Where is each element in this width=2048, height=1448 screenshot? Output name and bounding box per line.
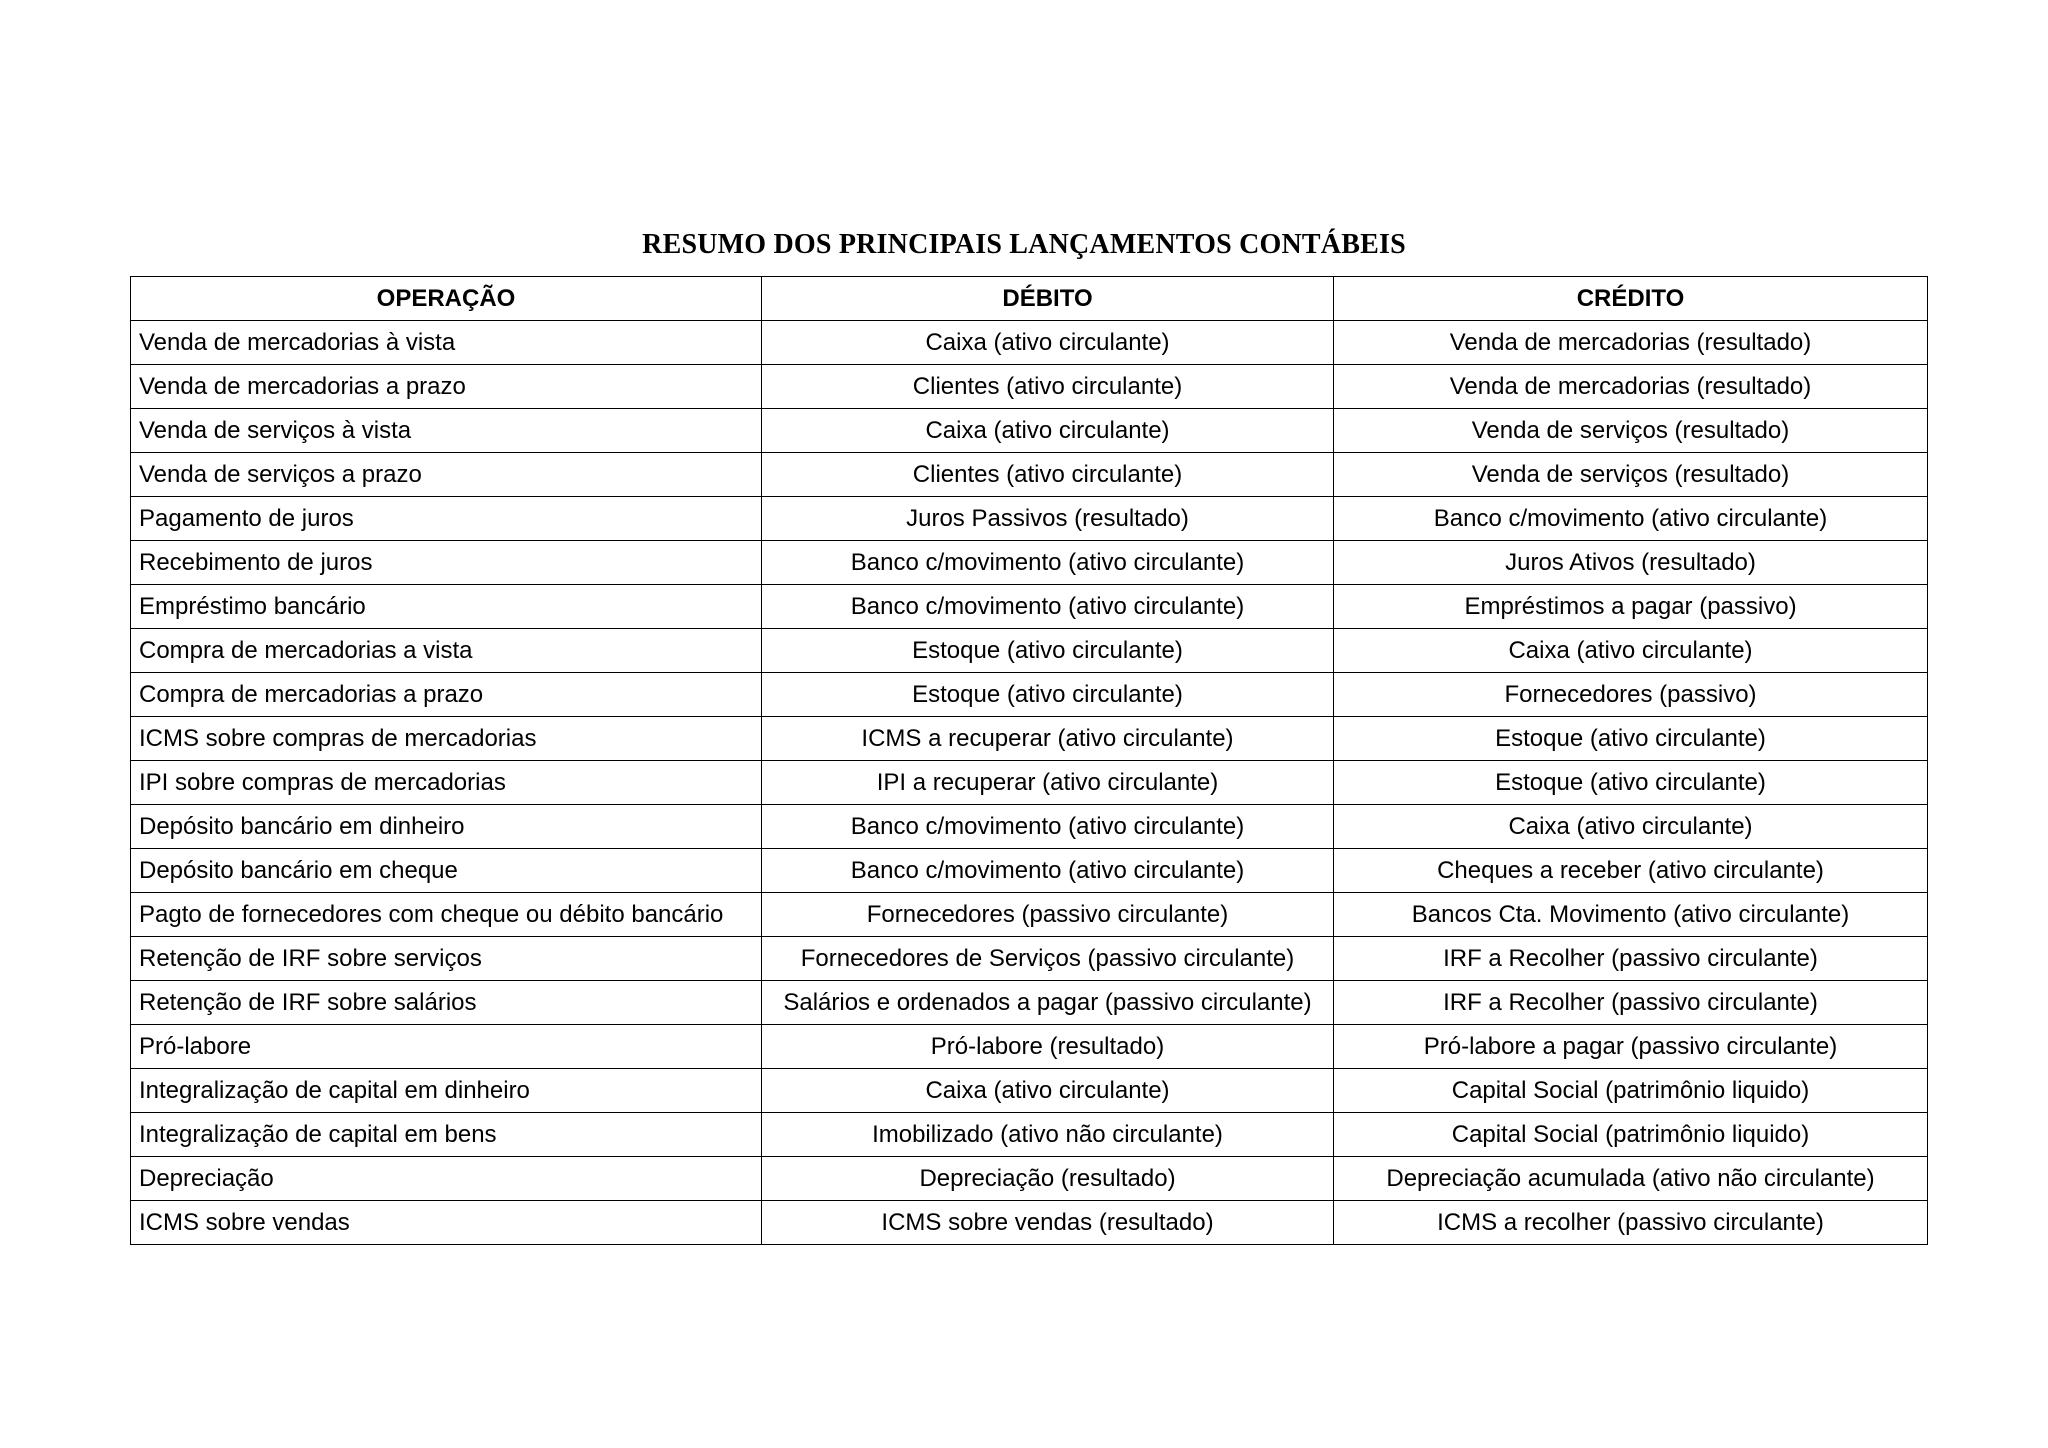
table-row	[131, 1201, 1928, 1245]
table-row	[131, 849, 1928, 893]
cell-credito: Bancos Cta. Movimento (ativo circulante)	[1334, 893, 1928, 937]
table-row	[131, 893, 1928, 937]
cell-debito: Clientes (ativo circulante)	[762, 365, 1334, 409]
cell-operacao: Integralização de capital em bens	[131, 1113, 762, 1157]
table-row	[131, 805, 1928, 849]
header-row	[131, 277, 1928, 321]
cell-operacao: Depósito bancário em dinheiro	[131, 805, 762, 849]
cell-operacao: Retenção de IRF sobre salários	[131, 981, 762, 1025]
cell-operacao: Venda de serviços à vista	[131, 409, 762, 453]
cell-credito: Caixa (ativo circulante)	[1334, 629, 1928, 673]
header-debito: DÉBITO	[762, 277, 1334, 321]
cell-credito: ICMS a recolher (passivo circulante)	[1334, 1201, 1928, 1245]
cell-debito: Fornecedores de Serviços (passivo circulante)	[762, 937, 1334, 981]
cell-credito: Venda de serviços (resultado)	[1334, 409, 1928, 453]
table-row	[131, 717, 1928, 761]
cell-operacao: Empréstimo bancário	[131, 585, 762, 629]
cell-credito: Caixa (ativo circulante)	[1334, 805, 1928, 849]
table-header	[131, 277, 1928, 321]
document-title: RESUMO DOS PRINCIPAIS LANÇAMENTOS CONTÁBEIS	[642, 228, 1406, 260]
table-row	[131, 453, 1928, 497]
table-row	[131, 629, 1928, 673]
cell-operacao: Compra de mercadorias a vista	[131, 629, 762, 673]
cell-debito: Estoque (ativo circulante)	[762, 629, 1334, 673]
cell-credito: Venda de serviços (resultado)	[1334, 453, 1928, 497]
cell-operacao: Compra de mercadorias a prazo	[131, 673, 762, 717]
cell-credito: Estoque (ativo circulante)	[1334, 761, 1928, 805]
cell-debito: ICMS sobre vendas (resultado)	[762, 1201, 1334, 1245]
cell-debito: Clientes (ativo circulante)	[762, 453, 1334, 497]
cell-operacao: ICMS sobre vendas	[131, 1201, 762, 1245]
cell-debito: Depreciação (resultado)	[762, 1157, 1334, 1201]
cell-credito: Juros Ativos (resultado)	[1334, 541, 1928, 585]
cell-debito: Banco c/movimento (ativo circulante)	[762, 585, 1334, 629]
cell-operacao: Integralização de capital em dinheiro	[131, 1069, 762, 1113]
cell-credito: Estoque (ativo circulante)	[1334, 717, 1928, 761]
accounting-entries-table	[130, 276, 1928, 1245]
cell-credito: Empréstimos a pagar (passivo)	[1334, 585, 1928, 629]
cell-operacao: Depósito bancário em cheque	[131, 849, 762, 893]
table-row	[131, 981, 1928, 1025]
cell-operacao: Venda de serviços a prazo	[131, 453, 762, 497]
table-row	[131, 409, 1928, 453]
cell-credito: Pró-labore a pagar (passivo circulante)	[1334, 1025, 1928, 1069]
cell-operacao: Recebimento de juros	[131, 541, 762, 585]
cell-credito: Capital Social (patrimônio liquido)	[1334, 1069, 1928, 1113]
cell-credito: Venda de mercadorias (resultado)	[1334, 321, 1928, 365]
cell-debito: Caixa (ativo circulante)	[762, 409, 1334, 453]
cell-debito: ICMS a recuperar (ativo circulante)	[762, 717, 1334, 761]
header-operacao: OPERAÇÃO	[131, 277, 762, 321]
table-row	[131, 1157, 1928, 1201]
cell-credito: Depreciação acumulada (ativo não circulante)	[1334, 1157, 1928, 1201]
cell-credito: IRF a Recolher (passivo circulante)	[1334, 981, 1928, 1025]
cell-operacao: ICMS sobre compras de mercadorias	[131, 717, 762, 761]
cell-debito: Caixa (ativo circulante)	[762, 321, 1334, 365]
table-row	[131, 937, 1928, 981]
cell-debito: Salários e ordenados a pagar (passivo circulante)	[762, 981, 1334, 1025]
cell-debito: Caixa (ativo circulante)	[762, 1069, 1334, 1113]
cell-debito: Estoque (ativo circulante)	[762, 673, 1334, 717]
table-row	[131, 321, 1928, 365]
cell-operacao: Venda de mercadorias à vista	[131, 321, 762, 365]
cell-operacao: Retenção de IRF sobre serviços	[131, 937, 762, 981]
table-row	[131, 761, 1928, 805]
cell-credito: Capital Social (patrimônio liquido)	[1334, 1113, 1928, 1157]
table-row	[131, 1113, 1928, 1157]
table-row	[131, 585, 1928, 629]
table-row	[131, 541, 1928, 585]
cell-debito: Imobilizado (ativo não circulante)	[762, 1113, 1334, 1157]
cell-credito: Venda de mercadorias (resultado)	[1334, 365, 1928, 409]
cell-credito: Cheques a receber (ativo circulante)	[1334, 849, 1928, 893]
cell-operacao: Pagto de fornecedores com cheque ou débito bancário	[131, 893, 762, 937]
cell-debito: Pró-labore (resultado)	[762, 1025, 1334, 1069]
table-row	[131, 673, 1928, 717]
cell-operacao: Venda de mercadorias a prazo	[131, 365, 762, 409]
table-row	[131, 1069, 1928, 1113]
cell-credito: Fornecedores (passivo)	[1334, 673, 1928, 717]
cell-credito: Banco c/movimento (ativo circulante)	[1334, 497, 1928, 541]
cell-operacao: Depreciação	[131, 1157, 762, 1201]
table-row	[131, 497, 1928, 541]
cell-debito: Banco c/movimento (ativo circulante)	[762, 541, 1334, 585]
table-row	[131, 365, 1928, 409]
cell-debito: Banco c/movimento (ativo circulante)	[762, 849, 1334, 893]
table-row	[131, 1025, 1928, 1069]
header-credito: CRÉDITO	[1334, 277, 1928, 321]
cell-operacao: Pagamento de juros	[131, 497, 762, 541]
cell-operacao: Pró-labore	[131, 1025, 762, 1069]
cell-debito: Juros Passivos (resultado)	[762, 497, 1334, 541]
cell-debito: Fornecedores (passivo circulante)	[762, 893, 1334, 937]
cell-operacao: IPI sobre compras de mercadorias	[131, 761, 762, 805]
cell-credito: IRF a Recolher (passivo circulante)	[1334, 937, 1928, 981]
cell-debito: Banco c/movimento (ativo circulante)	[762, 805, 1334, 849]
table-body	[131, 321, 1928, 1245]
cell-debito: IPI a recuperar (ativo circulante)	[762, 761, 1334, 805]
